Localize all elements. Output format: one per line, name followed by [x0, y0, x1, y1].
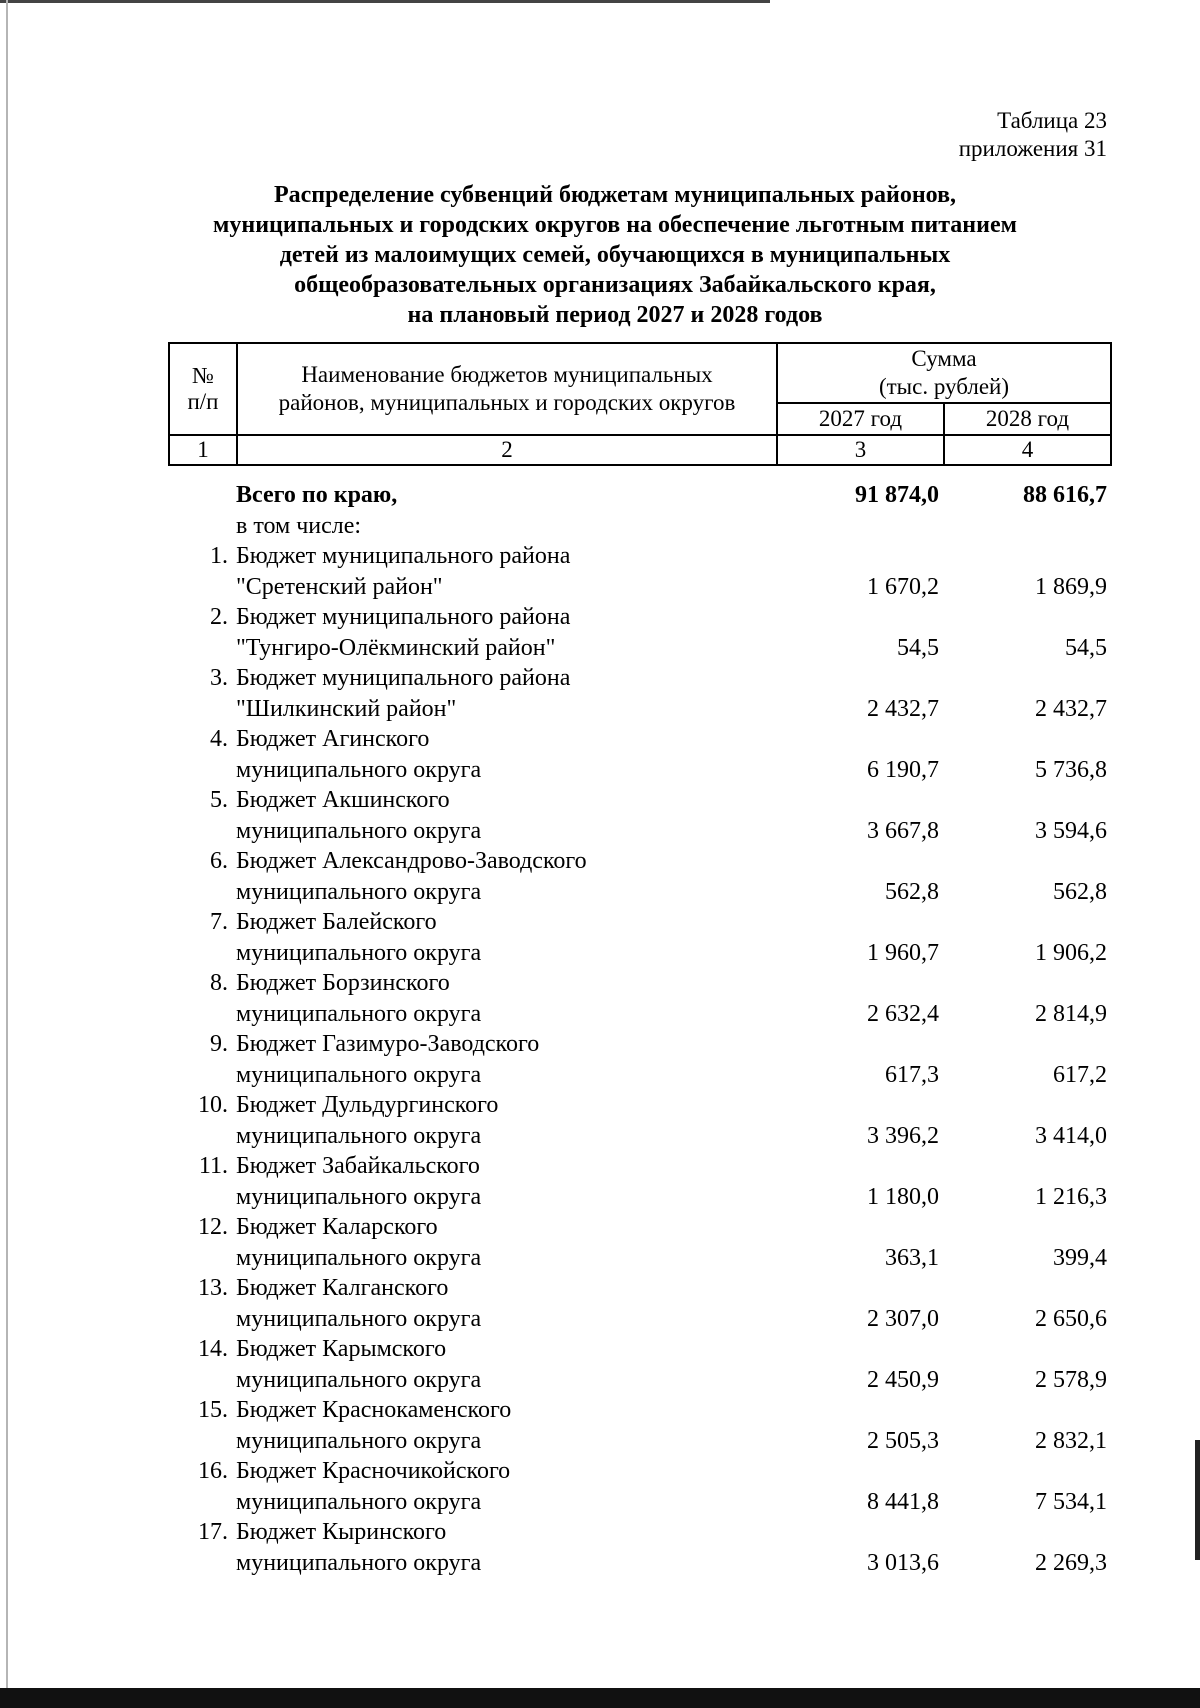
row-name-line-1: Бюджет Краснокаменского — [236, 1397, 512, 1423]
row-name-line-1: Бюджет Агинского — [236, 726, 430, 752]
row-name-line-2: муниципального округа — [236, 756, 482, 783]
row-value-2028: 54,5 — [1065, 634, 1107, 661]
row-name-line-2: муниципального округа — [236, 1549, 482, 1576]
row-number: 8. — [210, 970, 228, 996]
row-value-2027: 3 396,2 — [867, 1122, 939, 1149]
title-line-3: детей из малоимущих семей, обучающихся в муниципальных — [279, 242, 951, 268]
row-name-line-1: Бюджет муниципального района — [236, 543, 571, 569]
row-name-line-2: муниципального округа — [236, 817, 482, 844]
header-name-line-2: районов, муниципальных и городских округов — [278, 390, 736, 415]
row-name-line-2: муниципального округа — [236, 1305, 482, 1332]
table-row — [168, 724, 1110, 755]
table-header — [168, 342, 1112, 466]
row-value-2027: 1 180,0 — [867, 1183, 939, 1210]
row-value-2027: 1 960,7 — [867, 939, 939, 966]
title-line-2: муниципальных и городских округов на обеспечение льготным питанием — [213, 212, 1017, 238]
scan-edge-left — [6, 0, 8, 1708]
row-name-line-1: Бюджет Забайкальского — [236, 1153, 480, 1179]
total-row — [168, 480, 1110, 511]
row-number: 2. — [210, 604, 228, 630]
row-name-line-1: Бюджет муниципального района — [236, 665, 571, 691]
table-row — [168, 1212, 1110, 1243]
row-value-2028: 3 414,0 — [1035, 1122, 1107, 1149]
total-2028: 88 616,7 — [1023, 482, 1107, 508]
row-value-2028: 3 594,6 — [1035, 817, 1107, 844]
table-row — [168, 1029, 1110, 1060]
title-line-4: общеобразовательных организациях Забайкальского края, — [294, 272, 936, 298]
header-name-cell — [237, 343, 777, 435]
row-name-line-2: муниципального округа — [236, 1488, 482, 1515]
row-value-2028: 1 216,3 — [1035, 1183, 1107, 1210]
row-name-line-2: муниципального округа — [236, 1122, 482, 1149]
table-row — [168, 1456, 1110, 1487]
row-number: 4. — [210, 726, 228, 752]
document-title — [150, 180, 1080, 330]
including-label: в том числе: — [236, 512, 362, 539]
column-index-1: 1 — [169, 435, 237, 465]
title-line-1: Распределение субвенций бюджетам муниципальных районов, — [273, 182, 957, 208]
row-name-line-1: Бюджет Каларского — [236, 1214, 438, 1240]
row-name-line-1: Бюджет Калганского — [236, 1275, 449, 1301]
row-name-line-2: муниципального округа — [236, 1061, 482, 1088]
row-value-2027: 617,3 — [885, 1061, 939, 1088]
table-row-continuation — [168, 1121, 1110, 1152]
row-number: 9. — [210, 1031, 228, 1057]
row-value-2027: 2 307,0 — [867, 1305, 939, 1332]
row-value-2028: 617,2 — [1053, 1061, 1107, 1088]
row-value-2027: 6 190,7 — [867, 756, 939, 783]
row-name-line-1: Бюджет Балейского — [236, 909, 437, 935]
table-row — [168, 968, 1110, 999]
table-row — [168, 1517, 1110, 1548]
row-value-2028: 2 578,9 — [1035, 1366, 1107, 1393]
table-row-continuation — [168, 1243, 1110, 1274]
including-row — [168, 511, 1110, 542]
row-number: 15. — [198, 1397, 228, 1423]
table-row-continuation — [168, 1304, 1110, 1335]
table-row-continuation — [168, 816, 1110, 847]
table-row — [168, 1334, 1110, 1365]
header-sum-line-2: (тыс. рублей) — [878, 374, 1010, 399]
row-value-2028: 1 906,2 — [1035, 939, 1107, 966]
table-row-continuation — [168, 999, 1110, 1030]
table-row — [168, 1151, 1110, 1182]
row-value-2027: 2 505,3 — [867, 1427, 939, 1454]
row-value-2027: 363,1 — [885, 1244, 939, 1271]
table-body — [168, 480, 1110, 1578]
table-row-continuation — [168, 1365, 1110, 1396]
row-value-2027: 3 667,8 — [867, 817, 939, 844]
row-value-2028: 562,8 — [1053, 878, 1107, 905]
caption-table-number: Таблица 23 — [997, 108, 1107, 133]
row-name-line-1: Бюджет муниципального района — [236, 604, 571, 630]
row-name-line-2: "Тунгиро-Олёкминский район" — [236, 634, 556, 661]
row-number: 3. — [210, 665, 228, 691]
row-name-line-2: муниципального округа — [236, 1366, 482, 1393]
row-name-line-1: Бюджет Красночикойского — [236, 1458, 511, 1484]
title-line-5: на плановый период 2027 и 2028 годов — [407, 302, 823, 328]
header-year-2027: 2027 год — [777, 403, 944, 435]
row-number: 6. — [210, 848, 228, 874]
table-row — [168, 1090, 1110, 1121]
column-index-2: 2 — [237, 435, 777, 465]
row-value-2028: 399,4 — [1053, 1244, 1107, 1271]
caption-appendix: приложения 31 — [958, 136, 1107, 161]
row-value-2028: 2 832,1 — [1035, 1427, 1107, 1454]
row-name-line-1: Бюджет Борзинского — [236, 970, 450, 996]
header-sum-cell — [777, 343, 1111, 403]
row-number: 7. — [210, 909, 228, 935]
table-row — [168, 785, 1110, 816]
row-name-line-2: "Сретенский район" — [236, 573, 443, 600]
row-number: 1. — [210, 543, 228, 569]
row-number: 14. — [198, 1336, 228, 1362]
row-name-line-1: Бюджет Александрово-Заводского — [236, 848, 587, 874]
row-number: 17. — [198, 1519, 228, 1545]
table-row — [168, 663, 1110, 694]
row-name-line-2: муниципального округа — [236, 939, 482, 966]
table-row — [168, 846, 1110, 877]
row-number: 16. — [198, 1458, 228, 1484]
row-value-2028: 7 534,1 — [1035, 1488, 1107, 1515]
row-name-line-2: муниципального округа — [236, 1427, 482, 1454]
row-value-2028: 5 736,8 — [1035, 756, 1107, 783]
row-value-2028: 2 650,6 — [1035, 1305, 1107, 1332]
row-number: 12. — [198, 1214, 228, 1240]
table-caption — [959, 107, 1107, 163]
header-number-sign: № — [192, 363, 214, 388]
row-name-line-2: муниципального округа — [236, 878, 482, 905]
table-row-continuation — [168, 1182, 1110, 1213]
row-value-2027: 562,8 — [885, 878, 939, 905]
column-index-3: 3 — [777, 435, 944, 465]
row-name-line-2: муниципального округа — [236, 1244, 482, 1271]
row-value-2027: 1 670,2 — [867, 573, 939, 600]
scan-edge-right — [1195, 1440, 1200, 1560]
header-number-cell — [169, 343, 237, 435]
row-name-line-2: муниципального округа — [236, 1000, 482, 1027]
table-row-continuation — [168, 1426, 1110, 1457]
total-2027: 91 874,0 — [855, 482, 939, 508]
header-name-line-1: Наименование бюджетов муниципальных — [301, 362, 713, 387]
table-row — [168, 541, 1110, 572]
table-row-continuation — [168, 1548, 1110, 1579]
total-label: Всего по краю, — [236, 482, 398, 508]
row-number: 11. — [198, 1153, 228, 1179]
row-value-2028: 2 269,3 — [1035, 1549, 1107, 1576]
row-value-2027: 2 450,9 — [867, 1366, 939, 1393]
row-value-2028: 1 869,9 — [1035, 573, 1107, 600]
row-number: 5. — [210, 787, 228, 813]
row-number: 10. — [198, 1092, 228, 1118]
table-row-continuation — [168, 1060, 1110, 1091]
table-row-continuation — [168, 572, 1110, 603]
table-row-continuation — [168, 1487, 1110, 1518]
row-name-line-1: Бюджет Акшинского — [236, 787, 450, 813]
row-name-line-2: "Шилкинский район" — [236, 695, 457, 722]
table-row-continuation — [168, 694, 1110, 725]
table-row-continuation — [168, 877, 1110, 908]
table-row — [168, 907, 1110, 938]
row-number: 13. — [198, 1275, 228, 1301]
row-value-2028: 2 432,7 — [1035, 695, 1107, 722]
row-name-line-1: Бюджет Кыринского — [236, 1519, 447, 1545]
header-year-2028: 2028 год — [944, 403, 1111, 435]
header-number-abbr: п/п — [187, 389, 219, 414]
header-sum-line-1: Сумма — [911, 346, 977, 371]
row-value-2027: 2 432,7 — [867, 695, 939, 722]
scan-edge-bottom — [0, 1688, 1200, 1708]
row-value-2027: 3 013,6 — [867, 1549, 939, 1576]
row-value-2028: 2 814,9 — [1035, 1000, 1107, 1027]
table-row — [168, 602, 1110, 633]
budget-rows — [168, 541, 1110, 1578]
row-value-2027: 2 632,4 — [867, 1000, 939, 1027]
table-row-continuation — [168, 633, 1110, 664]
row-name-line-1: Бюджет Газимуро-Заводского — [236, 1031, 540, 1057]
table-row-continuation — [168, 755, 1110, 786]
row-name-line-2: муниципального округа — [236, 1183, 482, 1210]
row-name-line-1: Бюджет Карымского — [236, 1336, 447, 1362]
column-index-4: 4 — [944, 435, 1111, 465]
table-row — [168, 1273, 1110, 1304]
row-value-2027: 54,5 — [897, 634, 939, 661]
row-value-2027: 8 441,8 — [867, 1488, 939, 1515]
row-name-line-1: Бюджет Дульдургинского — [236, 1092, 499, 1118]
table-row-continuation — [168, 938, 1110, 969]
scan-edge-top — [0, 0, 770, 3]
table-row — [168, 1395, 1110, 1426]
